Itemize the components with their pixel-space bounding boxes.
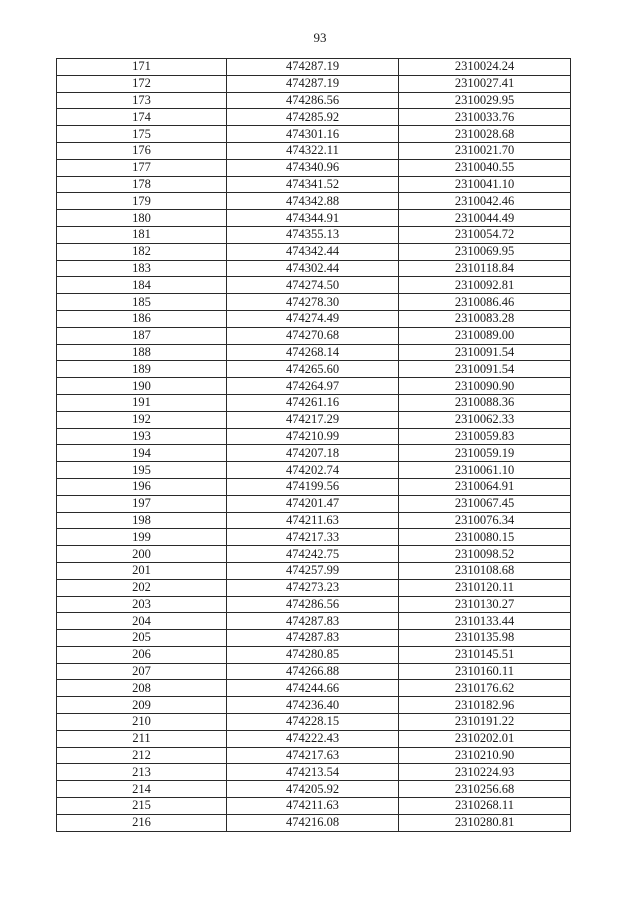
table-row	[57, 126, 571, 143]
point-number-cell: 189	[57, 361, 227, 378]
y-coordinate-cell: 2310091.54	[399, 344, 571, 361]
table-row	[57, 680, 571, 697]
x-coordinate-cell: 474287.83	[227, 630, 399, 647]
y-coordinate-cell: 2310210.90	[399, 747, 571, 764]
y-coordinate-cell: 2310108.68	[399, 562, 571, 579]
table-row	[57, 781, 571, 798]
y-coordinate-cell: 2310089.00	[399, 327, 571, 344]
x-coordinate-cell: 474286.56	[227, 92, 399, 109]
point-number-cell: 185	[57, 294, 227, 311]
y-coordinate-cell: 2310028.68	[399, 126, 571, 143]
point-number-cell: 173	[57, 92, 227, 109]
table-row	[57, 697, 571, 714]
point-number-cell: 194	[57, 445, 227, 462]
y-coordinate-cell: 2310118.84	[399, 260, 571, 277]
table-row	[57, 646, 571, 663]
table-row	[57, 327, 571, 344]
table-row	[57, 546, 571, 563]
table-row	[57, 663, 571, 680]
y-coordinate-cell: 2310027.41	[399, 75, 571, 92]
table-row	[57, 193, 571, 210]
x-coordinate-cell: 474287.19	[227, 59, 399, 76]
table-row	[57, 378, 571, 395]
point-number-cell: 202	[57, 579, 227, 596]
table-row	[57, 613, 571, 630]
x-coordinate-cell: 474210.99	[227, 428, 399, 445]
y-coordinate-cell: 2310061.10	[399, 462, 571, 479]
y-coordinate-cell: 2310092.81	[399, 277, 571, 294]
table-row	[57, 109, 571, 126]
x-coordinate-cell: 474217.63	[227, 747, 399, 764]
x-coordinate-cell: 474205.92	[227, 781, 399, 798]
x-coordinate-cell: 474211.63	[227, 798, 399, 815]
point-number-cell: 205	[57, 630, 227, 647]
x-coordinate-cell: 474274.49	[227, 310, 399, 327]
table-row	[57, 159, 571, 176]
point-number-cell: 196	[57, 478, 227, 495]
y-coordinate-cell: 2310086.46	[399, 294, 571, 311]
coordinates-table-body	[57, 59, 571, 832]
y-coordinate-cell: 2310062.33	[399, 411, 571, 428]
x-coordinate-cell: 474278.30	[227, 294, 399, 311]
x-coordinate-cell: 474341.52	[227, 176, 399, 193]
x-coordinate-cell: 474264.97	[227, 378, 399, 395]
table-row	[57, 226, 571, 243]
x-coordinate-cell: 474257.99	[227, 562, 399, 579]
point-number-cell: 190	[57, 378, 227, 395]
y-coordinate-cell: 2310083.28	[399, 310, 571, 327]
x-coordinate-cell: 474201.47	[227, 495, 399, 512]
y-coordinate-cell: 2310041.10	[399, 176, 571, 193]
table-row	[57, 730, 571, 747]
table-row	[57, 243, 571, 260]
table-row	[57, 579, 571, 596]
y-coordinate-cell: 2310145.51	[399, 646, 571, 663]
point-number-cell: 177	[57, 159, 227, 176]
point-number-cell: 191	[57, 394, 227, 411]
y-coordinate-cell: 2310182.96	[399, 697, 571, 714]
point-number-cell: 207	[57, 663, 227, 680]
point-number-cell: 204	[57, 613, 227, 630]
y-coordinate-cell: 2310067.45	[399, 495, 571, 512]
table-row	[57, 495, 571, 512]
x-coordinate-cell: 474287.19	[227, 75, 399, 92]
x-coordinate-cell: 474322.11	[227, 142, 399, 159]
y-coordinate-cell: 2310268.11	[399, 798, 571, 815]
point-number-cell: 208	[57, 680, 227, 697]
table-row	[57, 294, 571, 311]
point-number-cell: 210	[57, 714, 227, 731]
table-row	[57, 596, 571, 613]
x-coordinate-cell: 474301.16	[227, 126, 399, 143]
x-coordinate-cell: 474302.44	[227, 260, 399, 277]
y-coordinate-cell: 2310042.46	[399, 193, 571, 210]
x-coordinate-cell: 474266.88	[227, 663, 399, 680]
point-number-cell: 193	[57, 428, 227, 445]
y-coordinate-cell: 2310029.95	[399, 92, 571, 109]
table-row	[57, 310, 571, 327]
point-number-cell: 181	[57, 226, 227, 243]
point-number-cell: 216	[57, 814, 227, 831]
point-number-cell: 200	[57, 546, 227, 563]
x-coordinate-cell: 474274.50	[227, 277, 399, 294]
x-coordinate-cell: 474265.60	[227, 361, 399, 378]
x-coordinate-cell: 474217.29	[227, 411, 399, 428]
table-row	[57, 764, 571, 781]
y-coordinate-cell: 2310076.34	[399, 512, 571, 529]
point-number-cell: 215	[57, 798, 227, 815]
x-coordinate-cell: 474286.56	[227, 596, 399, 613]
point-number-cell: 199	[57, 529, 227, 546]
table-row	[57, 630, 571, 647]
table-row	[57, 142, 571, 159]
point-number-cell: 178	[57, 176, 227, 193]
point-number-cell: 182	[57, 243, 227, 260]
x-coordinate-cell: 474287.83	[227, 613, 399, 630]
point-number-cell: 184	[57, 277, 227, 294]
x-coordinate-cell: 474273.23	[227, 579, 399, 596]
table-row	[57, 562, 571, 579]
table-row	[57, 210, 571, 227]
x-coordinate-cell: 474217.33	[227, 529, 399, 546]
table-row	[57, 394, 571, 411]
x-coordinate-cell: 474199.56	[227, 478, 399, 495]
x-coordinate-cell: 474216.08	[227, 814, 399, 831]
table-row	[57, 747, 571, 764]
y-coordinate-cell: 2310069.95	[399, 243, 571, 260]
y-coordinate-cell: 2310033.76	[399, 109, 571, 126]
x-coordinate-cell: 474261.16	[227, 394, 399, 411]
point-number-cell: 214	[57, 781, 227, 798]
page-number: 93	[313, 30, 327, 45]
point-number-cell: 179	[57, 193, 227, 210]
x-coordinate-cell: 474213.54	[227, 764, 399, 781]
y-coordinate-cell: 2310088.36	[399, 394, 571, 411]
point-number-cell: 186	[57, 310, 227, 327]
y-coordinate-cell: 2310044.49	[399, 210, 571, 227]
x-coordinate-cell: 474207.18	[227, 445, 399, 462]
x-coordinate-cell: 474211.63	[227, 512, 399, 529]
x-coordinate-cell: 474242.75	[227, 546, 399, 563]
y-coordinate-cell: 2310024.24	[399, 59, 571, 76]
y-coordinate-cell: 2310176.62	[399, 680, 571, 697]
point-number-cell: 188	[57, 344, 227, 361]
y-coordinate-cell: 2310090.90	[399, 378, 571, 395]
point-number-cell: 197	[57, 495, 227, 512]
point-number-cell: 211	[57, 730, 227, 747]
y-coordinate-cell: 2310080.15	[399, 529, 571, 546]
table-row	[57, 59, 571, 76]
y-coordinate-cell: 2310054.72	[399, 226, 571, 243]
y-coordinate-cell: 2310135.98	[399, 630, 571, 647]
table-row	[57, 714, 571, 731]
point-number-cell: 212	[57, 747, 227, 764]
point-number-cell: 187	[57, 327, 227, 344]
x-coordinate-cell: 474222.43	[227, 730, 399, 747]
point-number-cell: 209	[57, 697, 227, 714]
table-row	[57, 344, 571, 361]
table-row	[57, 478, 571, 495]
x-coordinate-cell: 474228.15	[227, 714, 399, 731]
table-row	[57, 260, 571, 277]
point-number-cell: 195	[57, 462, 227, 479]
y-coordinate-cell: 2310191.22	[399, 714, 571, 731]
point-number-cell: 172	[57, 75, 227, 92]
table-row	[57, 529, 571, 546]
x-coordinate-cell: 474280.85	[227, 646, 399, 663]
y-coordinate-cell: 2310120.11	[399, 579, 571, 596]
x-coordinate-cell: 474340.96	[227, 159, 399, 176]
y-coordinate-cell: 2310064.91	[399, 478, 571, 495]
table-row	[57, 92, 571, 109]
table-row	[57, 361, 571, 378]
y-coordinate-cell: 2310098.52	[399, 546, 571, 563]
table-row	[57, 277, 571, 294]
point-number-cell: 192	[57, 411, 227, 428]
y-coordinate-cell: 2310130.27	[399, 596, 571, 613]
y-coordinate-cell: 2310224.93	[399, 764, 571, 781]
table-row	[57, 75, 571, 92]
point-number-cell: 176	[57, 142, 227, 159]
x-coordinate-cell: 474285.92	[227, 109, 399, 126]
y-coordinate-cell: 2310202.01	[399, 730, 571, 747]
table-row	[57, 428, 571, 445]
point-number-cell: 171	[57, 59, 227, 76]
y-coordinate-cell: 2310091.54	[399, 361, 571, 378]
coordinates-table	[56, 58, 571, 832]
point-number-cell: 203	[57, 596, 227, 613]
x-coordinate-cell: 474342.88	[227, 193, 399, 210]
table-row	[57, 445, 571, 462]
x-coordinate-cell: 474270.68	[227, 327, 399, 344]
x-coordinate-cell: 474355.13	[227, 226, 399, 243]
table-row	[57, 814, 571, 831]
y-coordinate-cell: 2310133.44	[399, 613, 571, 630]
point-number-cell: 180	[57, 210, 227, 227]
x-coordinate-cell: 474268.14	[227, 344, 399, 361]
y-coordinate-cell: 2310280.81	[399, 814, 571, 831]
point-number-cell: 213	[57, 764, 227, 781]
point-number-cell: 206	[57, 646, 227, 663]
table-row	[57, 176, 571, 193]
y-coordinate-cell: 2310256.68	[399, 781, 571, 798]
point-number-cell: 183	[57, 260, 227, 277]
table-row	[57, 798, 571, 815]
y-coordinate-cell: 2310021.70	[399, 142, 571, 159]
x-coordinate-cell: 474244.66	[227, 680, 399, 697]
y-coordinate-cell: 2310040.55	[399, 159, 571, 176]
table-row	[57, 512, 571, 529]
point-number-cell: 198	[57, 512, 227, 529]
x-coordinate-cell: 474202.74	[227, 462, 399, 479]
y-coordinate-cell: 2310059.19	[399, 445, 571, 462]
x-coordinate-cell: 474236.40	[227, 697, 399, 714]
y-coordinate-cell: 2310059.83	[399, 428, 571, 445]
point-number-cell: 201	[57, 562, 227, 579]
x-coordinate-cell: 474344.91	[227, 210, 399, 227]
x-coordinate-cell: 474342.44	[227, 243, 399, 260]
point-number-cell: 174	[57, 109, 227, 126]
table-row	[57, 462, 571, 479]
y-coordinate-cell: 2310160.11	[399, 663, 571, 680]
table-row	[57, 411, 571, 428]
point-number-cell: 175	[57, 126, 227, 143]
